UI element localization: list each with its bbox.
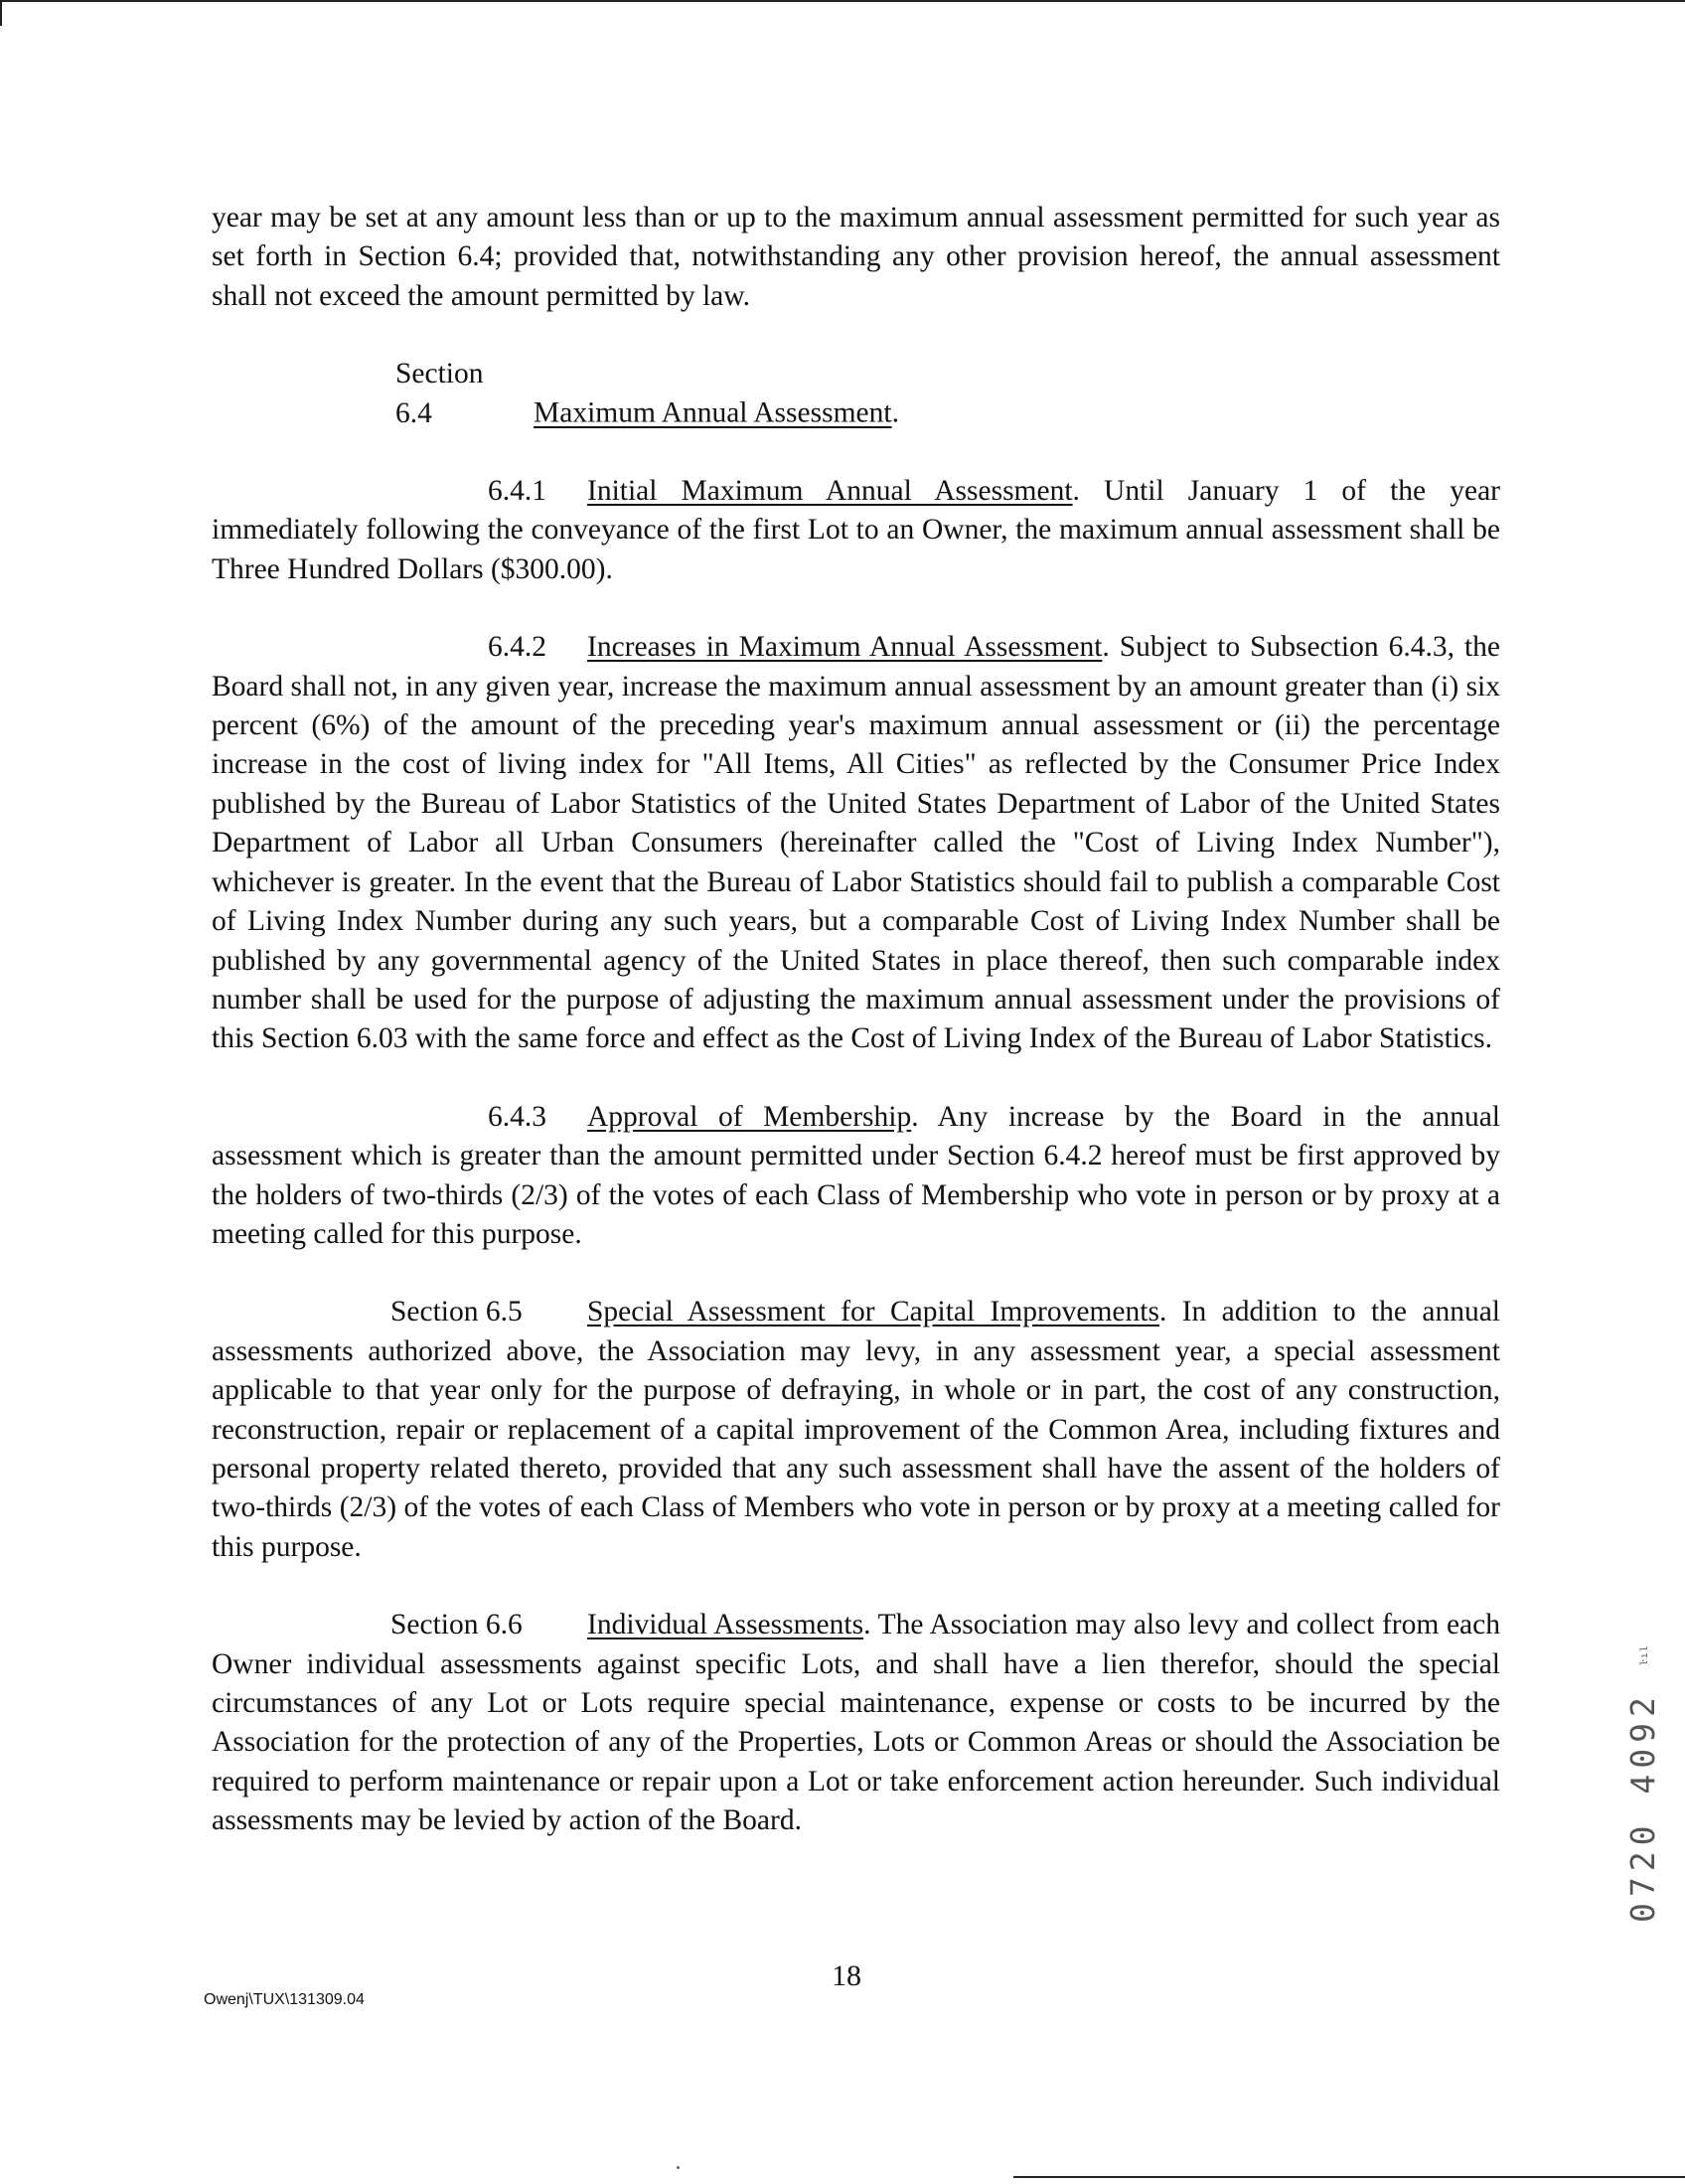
paragraph-gap — [212, 1254, 1500, 1293]
section-6-4-heading — [212, 355, 1500, 433]
subsection-title: Approval of Membership — [587, 1100, 912, 1133]
intro-paragraph: year may be set at any amount less than or up to the maximum annual assessment permitted for such year as set forth in Section 6.4; provided that, notwithstanding any other provision hereof, the annual assessment shall not exceed the amount permitted by law. — [212, 202, 1500, 312]
subsection-6-4-2 — [212, 628, 1500, 1058]
paragraph-gap — [212, 1567, 1500, 1606]
subsection-title: Increases in Maximum Annual Assessment — [587, 631, 1103, 664]
section-6-6 — [212, 1606, 1500, 1840]
page-number: 18 — [832, 1959, 861, 1992]
paragraph-gap — [212, 316, 1500, 355]
section-body: . The Association may also levy and collect from each Owner individual assessments against specific Lots, and shall have a lien therefor, should the special circumstances of any Lot or Lots require special maintenance, expense or costs to be incurred by the Association for the protection of any of the Properties, Lots or Common Areas or should the Association be required to perform maintenance or repair upon a Lot or take enforcement action hereunder. Such individual assessments may be levied by action of the Board. — [212, 1609, 1500, 1837]
subsection-body: . Until January 1 of the year immediately following the conveyance of the first Lot to an Owner, the maximum annual assessment shall be Three Hundred Dollars ($300.00). — [212, 475, 1500, 585]
subsection-6-4-3 — [212, 1098, 1500, 1255]
section-number: Section 6.5 — [390, 1296, 523, 1328]
subsection-6-4-1 — [212, 472, 1500, 589]
section-6-5 — [212, 1293, 1500, 1567]
paragraph-gap — [212, 1059, 1500, 1098]
subsection-body: . Any increase by the Board in the annual assessment which is greater than the amount permitted under Section 6.4.2 hereof must be first approved by the holders of two-thirds (2/3) of the votes of each Class of Membership who vote in person or by proxy at a meeting called for this purpose. — [212, 1100, 1500, 1250]
subsection-body: . Subject to Subsection 6.4.3, the Board shall not, in any given year, increase the maximum annual assessment by an amount greater than (i) six percent (6%) of the amount of the preceding year's maximum annual assessment or (ii) the percentage increase in the cost of living index for "All Items, All Cities" as reflected by the Consumer Price Index published by the Bureau of Labor Statistics of the United States Department of Labor of the United States Department of Labor all Urban Consumers (hereinafter called the "Cost of Living Index Number"), whichever is greater. In the event that the Bureau of Labor Statistics should fail to publish a comparable Cost of Living Index Number during any such years, but a comparable Cost of Living Index Number shall be published by any governmental agency of the United States in place thereof, then such comparable index number shall be used for the purpose of adjusting the maximum annual assessment under the provisions of this Section 6.03 with the same force and effect as the Cost of Living Index of the Bureau of Labor Statistics. — [212, 631, 1500, 1055]
section-body: . In addition to the annual assessments authorized above, the Association may levy, in any assessment year, a special assessment applicable to that year only for the purpose of defraying, in whole or in part, the cost of any construction, reconstruction, repair or replacement of a capital improvement of the Common Area, including fixtures and personal property related thereto, provided that any such assessment shall have the assent of the holders of two-thirds (2/3) of the votes of each Class of Members who vote in person or by proxy at a meeting called for this purpose. — [212, 1296, 1500, 1563]
scan-edge-bottom — [1013, 2176, 1685, 2178]
recording-stamp-number: 0720 4092 — [1623, 1691, 1662, 1923]
section-title: Maximum Annual Assessment — [534, 396, 892, 429]
subsection-number: 6.4.1 — [488, 475, 546, 508]
recording-stamp — [1623, 1644, 1662, 1923]
paragraph-gap — [212, 589, 1500, 628]
subsection-title: Initial Maximum Annual Assessment — [587, 475, 1073, 508]
recording-stamp-tail: ŀıl — [1639, 1644, 1650, 1666]
section-title-period: . — [891, 396, 899, 429]
paragraph-gap — [212, 433, 1500, 472]
subsection-number: 6.4.3 — [488, 1100, 546, 1133]
document-body — [212, 199, 1500, 1841]
section-number: Section 6.6 — [390, 1609, 523, 1641]
scan-speck — [677, 2166, 680, 2169]
section-title: Special Assessment for Capital Improvements — [587, 1296, 1159, 1328]
section-number: Section 6.4 — [395, 358, 484, 429]
scan-edge-top — [0, 0, 1685, 2]
document-file-reference: Owenj\TUX\131309.04 — [204, 1991, 365, 2008]
subsection-number: 6.4.2 — [488, 631, 546, 664]
section-title: Individual Assessments — [587, 1609, 864, 1641]
scan-edge-left — [0, 0, 2, 26]
